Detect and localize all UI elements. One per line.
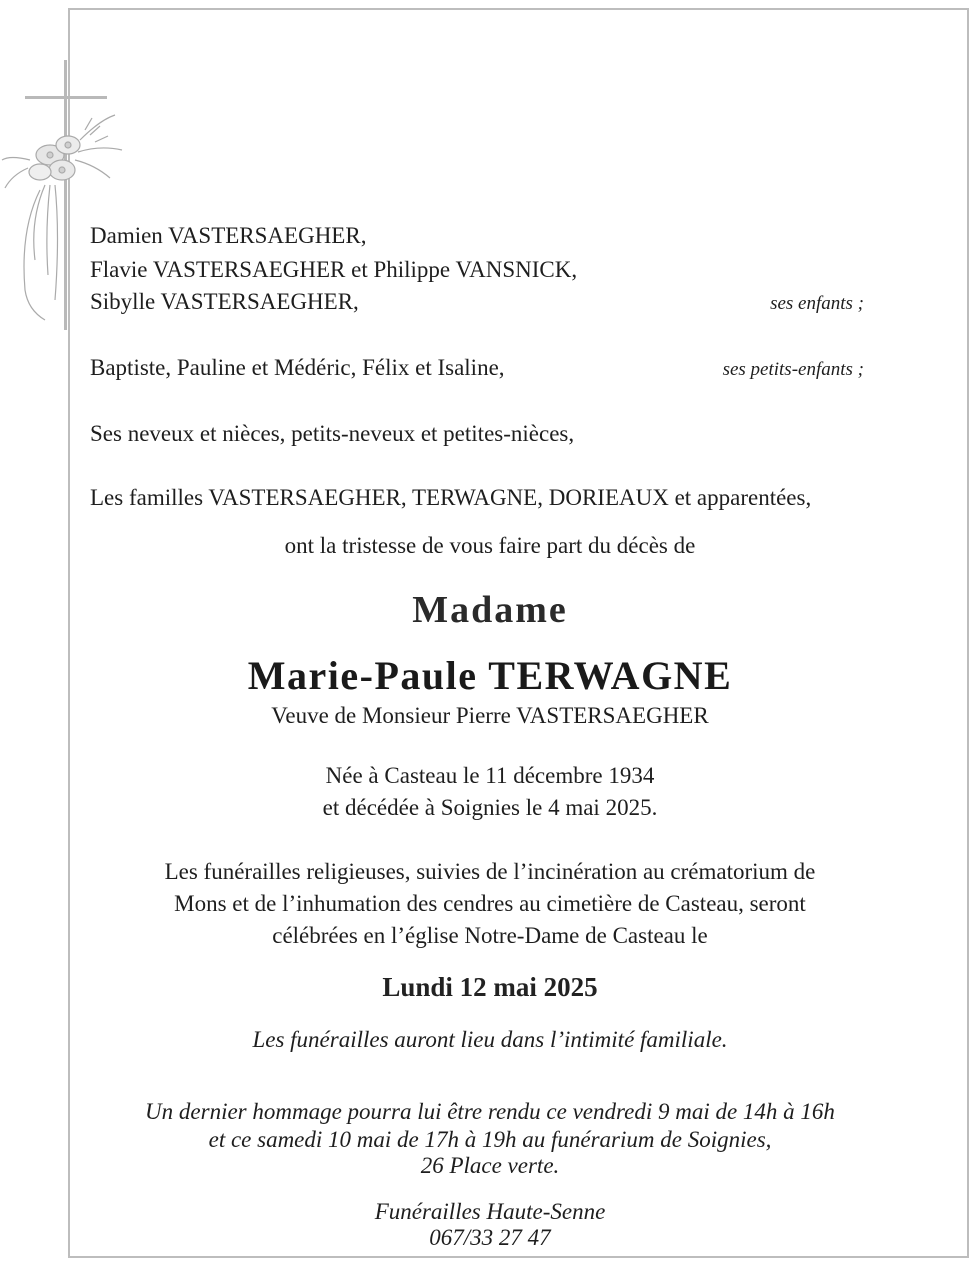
widow-line: Veuve de Monsieur Pierre VASTERSAEGHER <box>271 703 709 728</box>
families-line: Les familles VASTERSAEGHER, TERWAGNE, DORIEAUX et apparentées, <box>90 485 812 510</box>
children-label: ses enfants ; <box>770 293 864 314</box>
intimity-line: Les funérailles auront lieu dans l’intimité familiale. <box>252 1027 728 1052</box>
funeral-date: Lundi 12 mai 2025 <box>382 972 598 1002</box>
birth-line: Née à Casteau le 11 décembre 1934 <box>325 763 655 788</box>
funeral-line-2: Mons et de l’inhumation des cendres au cimetière de Casteau, seront <box>174 891 806 916</box>
nephews-line: Ses neveux et nièces, petits-neveux et petites-nièces, <box>90 421 575 446</box>
hommage-line-2: et ce samedi 10 mai de 17h à 19h au funérarium de Soignies, <box>208 1127 772 1152</box>
funeral-home-phone: 067/33 27 47 <box>429 1225 551 1250</box>
funeral-line-1: Les funérailles religieuses, suivies de l’incinération au crématorium de <box>164 859 816 884</box>
child-line-1: Damien VASTERSAEGHER, <box>90 223 367 248</box>
intro-line: ont la tristesse de vous faire part du décès de <box>284 533 696 558</box>
hommage-line-1: Un dernier hommage pourra lui être rendu ce vendredi 9 mai de 14h à 16h <box>145 1099 835 1124</box>
hommage-line-3: 26 Place verte. <box>420 1153 560 1178</box>
funeral-line-3: célébrées en l’église Notre-Dame de Casteau le <box>272 923 708 948</box>
deceased-name: Marie-Paule TERWAGNE <box>247 653 733 698</box>
child-line-2: Flavie VASTERSAEGHER et Philippe VANSNICK, <box>90 257 578 282</box>
grandchildren-line: Baptiste, Pauline et Médéric, Félix et Isaline, <box>90 355 505 380</box>
page-border <box>68 8 969 1258</box>
child-line-3: Sibylle VASTERSAEGHER, <box>90 289 359 314</box>
funeral-home-name: Funérailles Haute-Senne <box>374 1199 606 1224</box>
death-line: et décédée à Soignies le 4 mai 2025. <box>322 795 658 820</box>
grandchildren-label: ses petits-enfants ; <box>722 359 864 380</box>
deceased-title: Madame <box>412 589 568 631</box>
